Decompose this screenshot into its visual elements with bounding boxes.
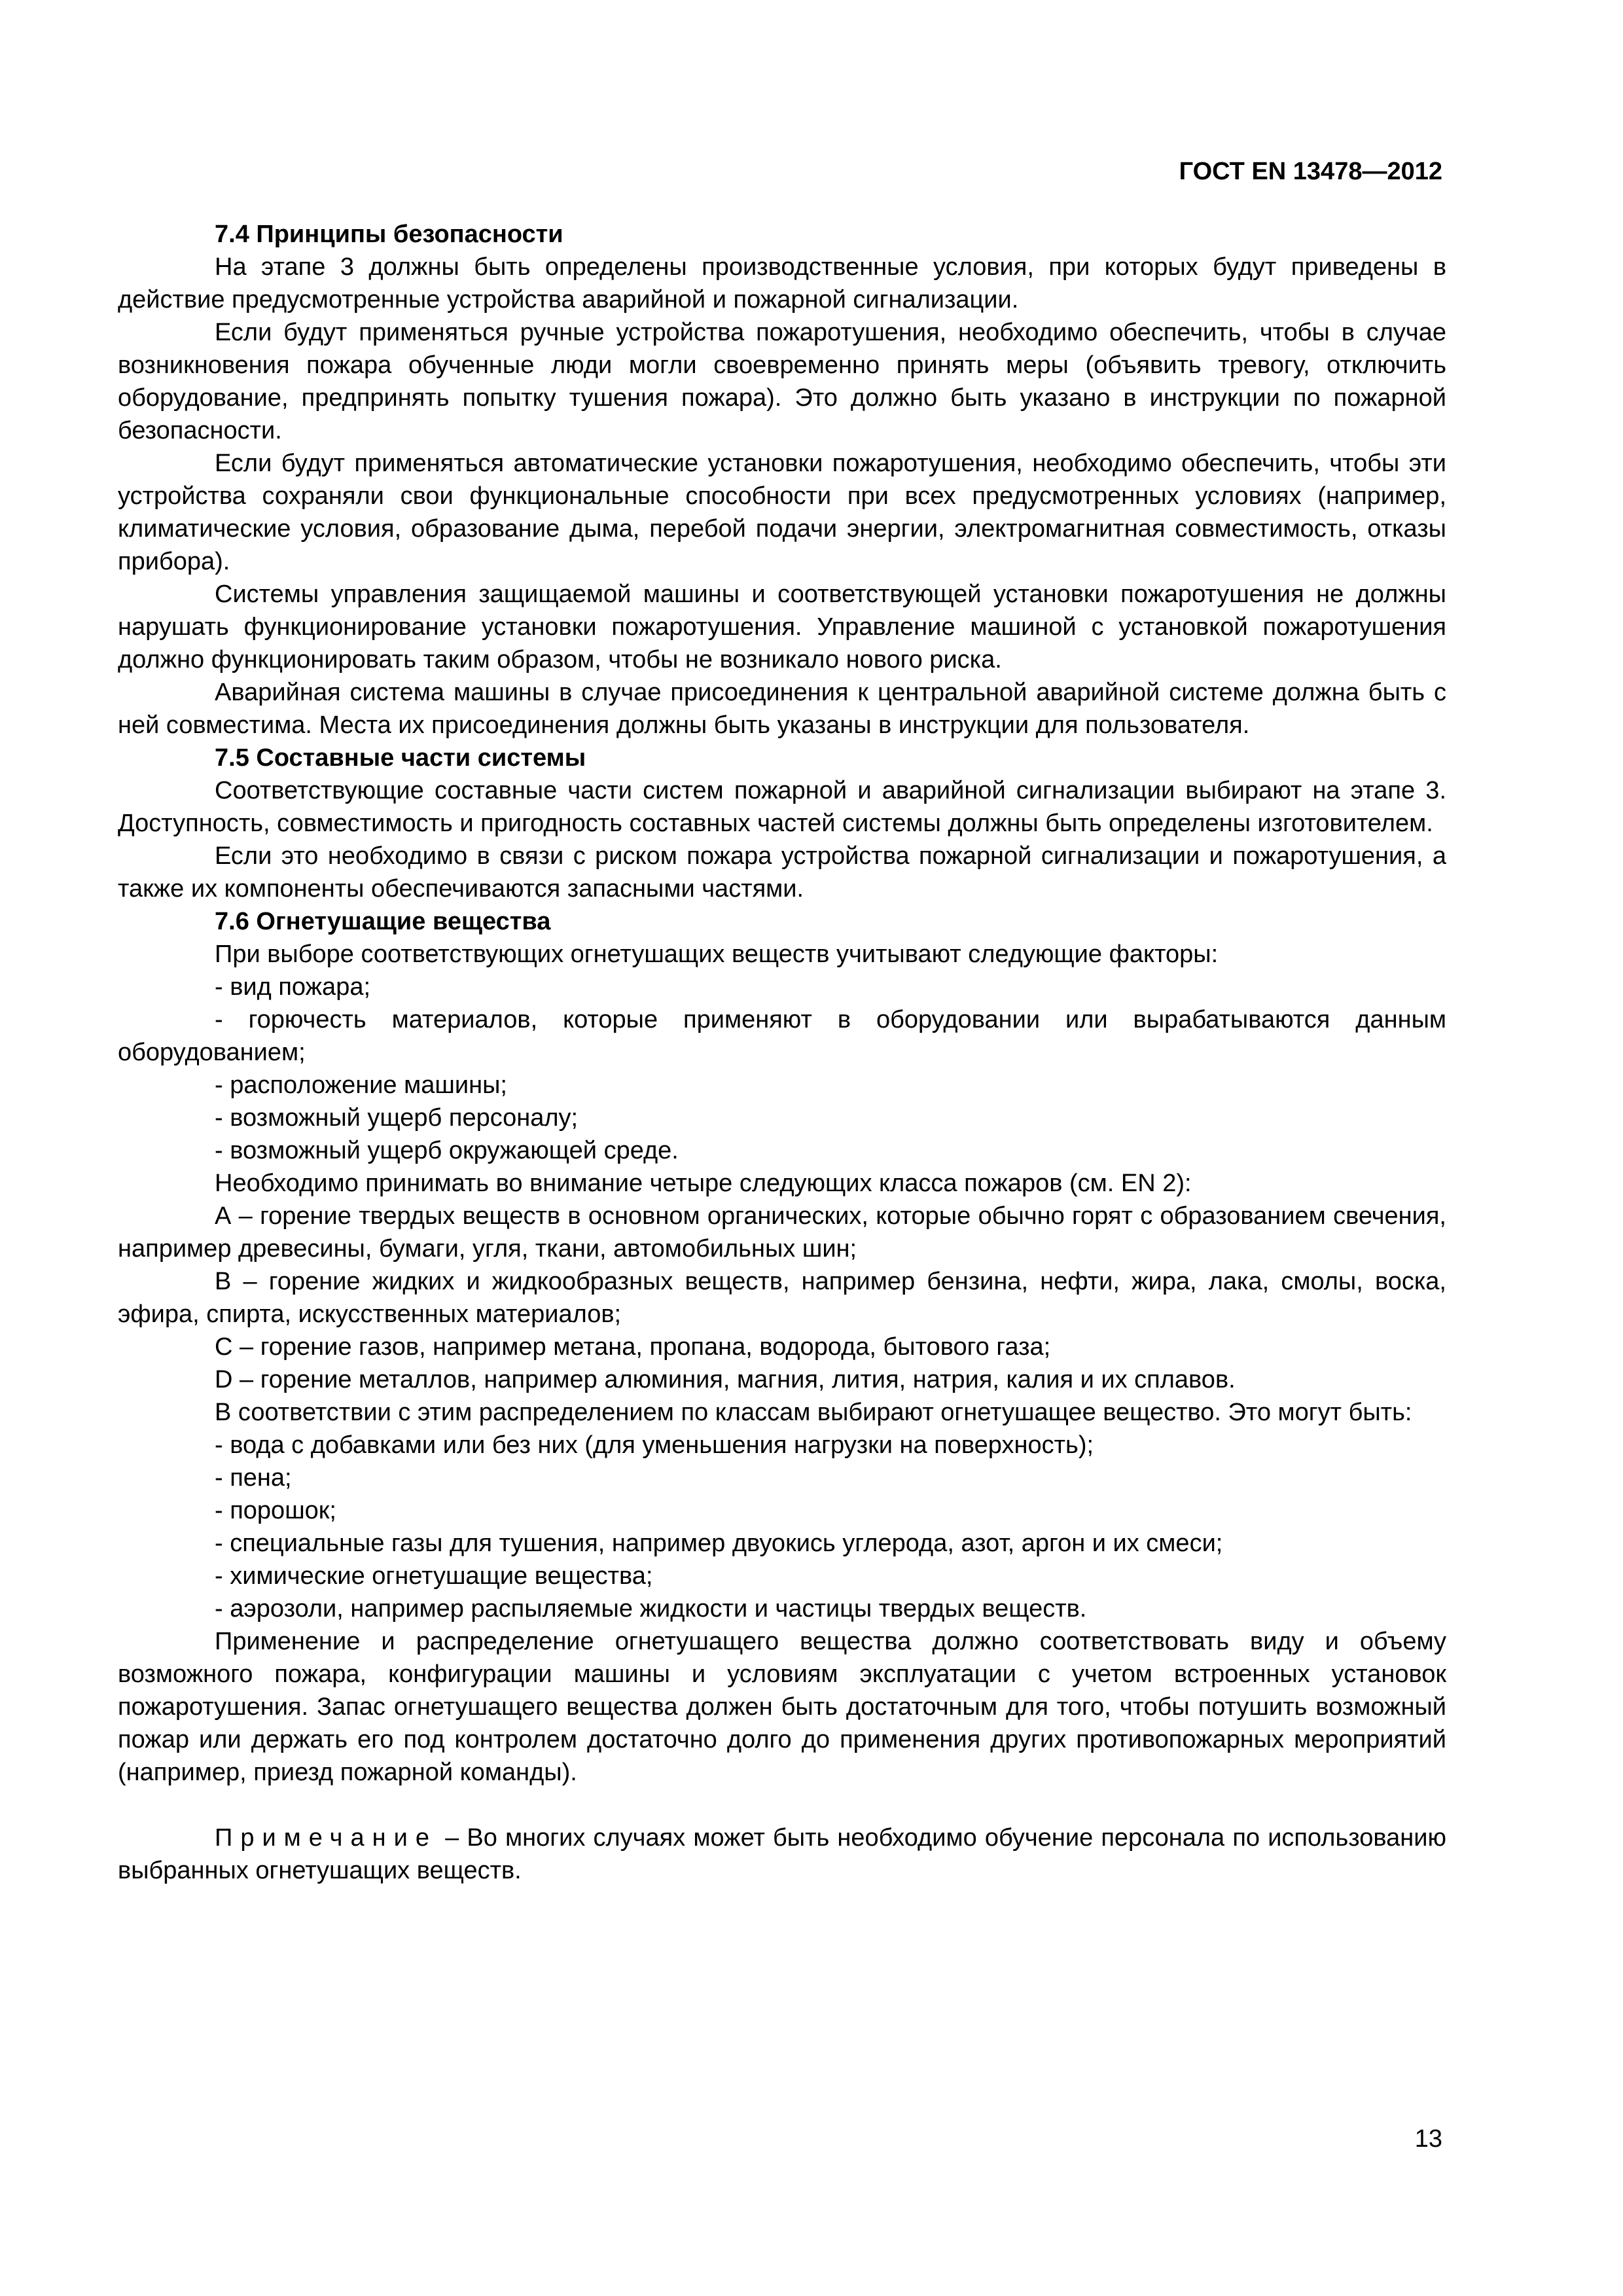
section-7-4-paragraph-3: Если будут применяться автоматические установки пожаротушения, необходимо обеспечить, чтобы эти устройства сохраняли свои функциональные способности при всех предусмотренных условиях (например, климатические условия, образование дыма, перебой подачи энергии, электромагнитная совместимость, отказы прибора).	[118, 450, 1446, 575]
note-label: Примечание	[215, 1824, 437, 1852]
section-7-5-paragraph-2: Если это необходимо в связи с риском пожара устройства пожарной сигнализации и пожаротушения, а также их компоненты обеспечиваются запасными частями.	[118, 842, 1446, 903]
fire-classes-intro: Необходимо принимать во внимание четыре следующих класса пожаров (см. EN 2):	[215, 1170, 1192, 1197]
section-7-4-paragraph-2: Если будут применяться ручные устройства пожаротушения, необходимо обеспечить, чтобы в случае возникновения пожара обученные люди могли своевременно принять меры (объявить тревогу, отключить оборудование, предпринять попытку тушения пожара). Это должно быть указано в инструкции по пожарной безопасности.	[118, 319, 1446, 444]
agent-list-item: - порошок;	[215, 1497, 336, 1524]
section-7-6-title: 7.6 Огнетушащие вещества	[215, 908, 551, 935]
agent-list-item: - аэрозоли, например распыляемые жидкости и частицы твердых веществ.	[215, 1595, 1087, 1623]
section-7-6-intro: При выборе соответствующих огнетушащих веществ учитывают следующие факторы:	[215, 941, 1219, 968]
factor-list-item: - возможный ущерб окружающей среде.	[215, 1137, 679, 1164]
section-7-4-paragraph-4: Системы управления защищаемой машины и соответствующей установки пожаротушения не должны нарушать функционирование установки пожаротушения. Управление машиной с установкой пожаротушения должно функционировать таким образом, чтобы не возникало нового риска.	[118, 581, 1446, 673]
section-7-4-paragraph-5: Аварийная система машины в случае присоединения к центральной аварийной системе должна быть с ней совместима. Места их присоединения должны быть указаны в инструкции для пользователя.	[118, 679, 1446, 739]
section-7-4-title: 7.4 Принципы безопасности	[215, 221, 563, 248]
page-number: 13	[1414, 2125, 1442, 2153]
factor-list-item: - возможный ущерб персоналу;	[215, 1104, 579, 1132]
factor-list-item: - вид пожара;	[215, 973, 371, 1001]
agent-list-item: - вода с добавками или без них (для уменьшения нагрузки на поверхность);	[215, 1431, 1094, 1459]
document-body	[118, 218, 1446, 1887]
fire-class-item: D – горение металлов, например алюминия, магния, лития, натрия, калия и их сплавов.	[215, 1366, 1236, 1393]
note-text: – Во многих случаях может быть необходимо обучение персонала по использованию выбранных огнетушащих веществ.	[118, 1824, 1446, 1884]
section-7-6-closing: Применение и распределение огнетушащего вещества должно соответствовать виду и объему возможного пожара, конфигурации машины и условиям эксплуатации с учетом встроенных установок пожаротушения. Запас огнетушащего вещества должен быть достаточным для того, чтобы потушить возможный пожар или держать его под контролем достаточно долго до применения других противопожарных мероприятий (например, приезд пожарной команды).	[118, 1628, 1446, 1786]
agent-list-item: - специальные газы для тушения, например двуокись углерода, азот, аргон и их смеси;	[215, 1530, 1223, 1557]
factor-list-item: - горючесть материалов, которые применяют в оборудовании или вырабатываются данным оборудованием;	[118, 1006, 1446, 1066]
fire-class-item: А – горение твердых веществ в основном органических, которые обычно горят с образованием свечения, например древесины, бумаги, угля, ткани, автомобильных шин;	[118, 1202, 1446, 1263]
section-7-5-title: 7.5 Составные части системы	[215, 744, 586, 772]
section-7-5-paragraph-1: Соответствующие составные части систем пожарной и аварийной сигнализации выбирают на этапе 3. Доступность, совместимость и пригодность составных частей системы должны быть определены изготовителем.	[118, 777, 1446, 837]
section-7-4-paragraph-1: На этапе 3 должны быть определены производственные условия, при которых будут приведены в действие предусмотренные устройства аварийной и пожарной сигнализации.	[118, 253, 1446, 314]
agent-list-item: - химические огнетушащие вещества;	[215, 1562, 653, 1590]
factor-list-item: - расположение машины;	[215, 1071, 507, 1099]
note-paragraph	[118, 1821, 1446, 1887]
fire-class-item: С – горение газов, например метана, пропана, водорода, бытового газа;	[215, 1333, 1051, 1361]
document-code-header: ГОСТ EN 13478—2012	[1179, 158, 1442, 185]
agent-list-item: - пена;	[215, 1464, 292, 1492]
agents-intro: В соответствии с этим распределением по классам выбирают огнетушащее вещество. Это могут быть:	[215, 1399, 1412, 1426]
fire-class-item: В – горение жидких и жидкообразных веществ, например бензина, нефти, жира, лака, смолы, воска, эфира, спирта, искусственных материалов;	[118, 1268, 1446, 1328]
